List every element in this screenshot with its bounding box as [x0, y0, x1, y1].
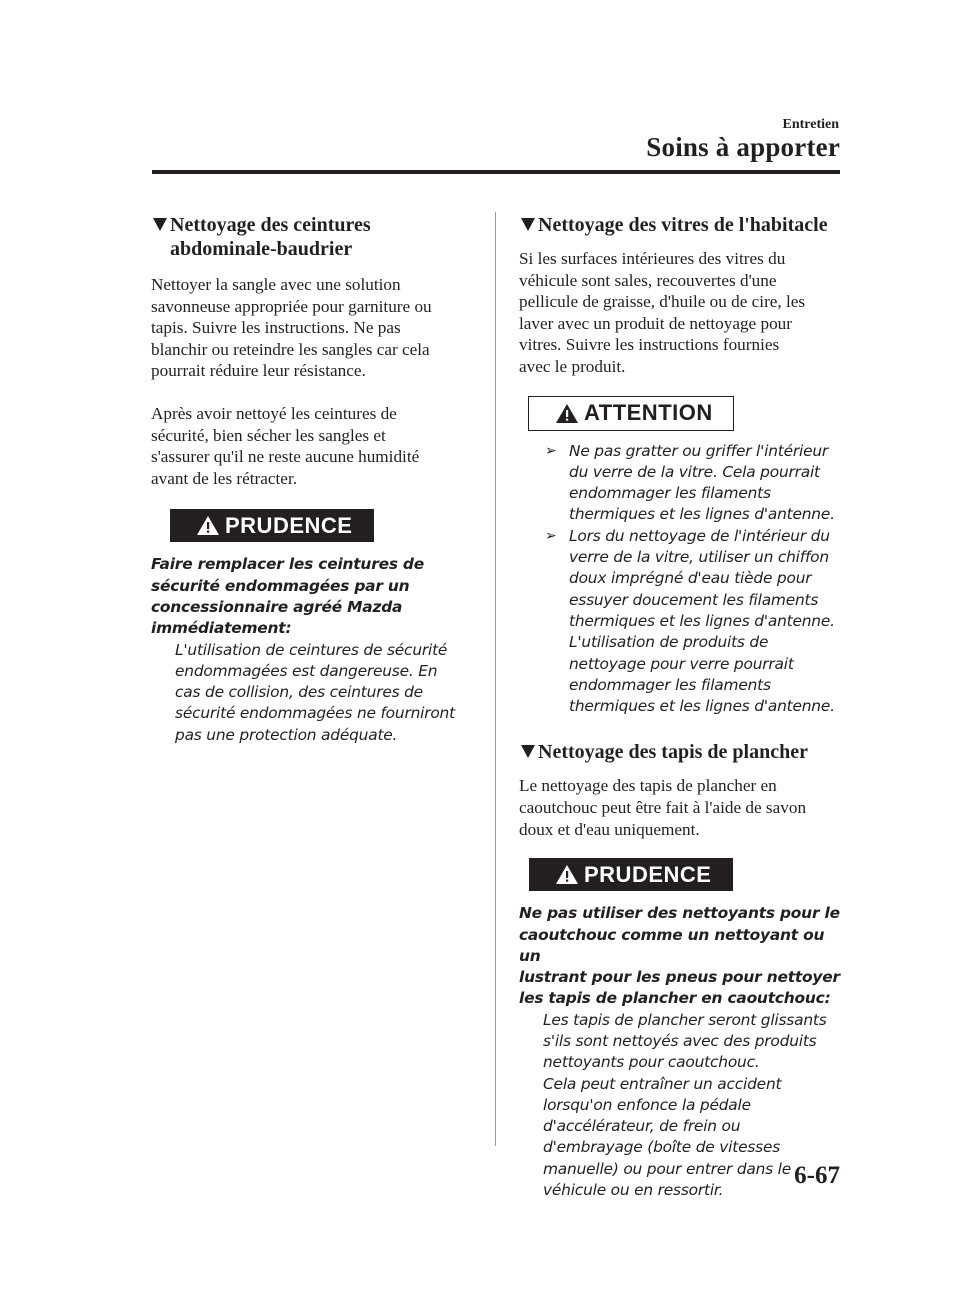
- prudence-warning-label: [529, 858, 733, 891]
- text-line: s'ils sont nettoyés avec des produits: [543, 1031, 817, 1050]
- text-line: avec le produit.: [519, 356, 626, 376]
- text-line: Ne pas gratter ou griffer l'intérieur: [569, 441, 829, 460]
- text-line: les tapis de plancher en caoutchouc:: [519, 989, 831, 1008]
- header-rule: [152, 170, 840, 174]
- page-number: 6-67: [794, 1162, 840, 1189]
- text-line: Les tapis de plancher seront glissants: [543, 1010, 827, 1029]
- text-line: tapis. Suivre les instructions. Ne pas: [151, 318, 401, 338]
- heading-text: Nettoyage des vitres de l'habitacle: [538, 214, 828, 236]
- text-line: s'assurer qu'il ne reste aucune humidité: [151, 447, 420, 467]
- paragraph: [151, 274, 469, 382]
- section-heading-belts: [151, 213, 469, 261]
- text-line: pourrait réduire leur résistance.: [151, 361, 366, 381]
- text-line: L'utilisation de ceintures de sécurité: [175, 640, 448, 659]
- text-line: avant de les rétracter.: [151, 468, 298, 488]
- text-line: Faire remplacer les ceintures de: [151, 555, 424, 574]
- heading-text: Nettoyage des tapis de plancher: [538, 741, 808, 764]
- text-line: caoutchouc comme un nettoyant ou un: [519, 925, 825, 965]
- text-line: cas de collision, des ceintures de: [175, 683, 423, 702]
- warning-label-text: PRUDENCE: [584, 861, 712, 887]
- list-item: [543, 526, 843, 718]
- text-line: pellicule de graisse, d'huile ou de cire, les: [519, 292, 806, 312]
- text-line: caoutchouc peut être fait à l'aide de savon: [519, 798, 807, 818]
- heading-line: Nettoyage des ceintures: [170, 214, 371, 236]
- text-line: d'embrayage (boîte de vitesses: [543, 1138, 781, 1157]
- paragraph: [519, 248, 843, 378]
- arrow-right-icon: ➢: [545, 527, 557, 544]
- text-line: endommager les filaments: [569, 675, 771, 694]
- text-line: sécurité, bien sécher les sangles et: [151, 425, 386, 445]
- right-column: [519, 213, 843, 1201]
- paragraph: [151, 403, 469, 489]
- text-line: savonneuse appropriée pour garniture ou: [151, 296, 432, 316]
- text-line: vitres. Suivre les instructions fournies: [519, 335, 780, 355]
- text-line: thermiques et les lignes d'antenne.: [569, 611, 835, 630]
- triangle-down-icon: [521, 745, 535, 758]
- text-line: véhicule ou en ressortir.: [543, 1181, 724, 1200]
- warning-bold-text: [519, 903, 843, 1009]
- paragraph: [519, 775, 843, 840]
- text-line: du verre de la vitre. Cela pourrait: [569, 462, 820, 481]
- text-line: manuelle) ou pour entrer dans le: [543, 1159, 792, 1178]
- arrow-right-icon: ➢: [545, 442, 557, 459]
- text-line: véhicule sont sales, recouvertes d'une: [519, 270, 777, 290]
- text-line: Lors du nettoyage de l'intérieur du: [569, 526, 830, 545]
- text-line: Si les surfaces intérieures des vitres du: [519, 249, 786, 268]
- text-line: endommager les filaments: [569, 484, 771, 503]
- text-line: Après avoir nettoyé les ceintures de: [151, 403, 397, 423]
- column-divider: [495, 212, 496, 1146]
- text-line: L'utilisation de produits de: [569, 633, 769, 652]
- text-line: Le nettoyage des tapis de plancher en: [519, 776, 777, 796]
- text-line: Nettoyer la sangle avec une solution: [151, 275, 401, 294]
- text-line: sécurité endommagées ne fourniront: [175, 704, 455, 723]
- triangle-down-icon: [521, 218, 535, 231]
- exclamation-triangle-icon: [197, 516, 219, 535]
- text-line: Ne pas utiliser des nettoyants pour le: [519, 904, 840, 923]
- section-heading-floor-mats: [519, 740, 843, 764]
- text-line: sécurité endommagées par un: [151, 576, 410, 595]
- text-line: laver avec un produit de nettoyage pour: [519, 313, 792, 333]
- text-line: essuyer doucement les filaments: [569, 590, 819, 609]
- triangle-down-icon: [153, 218, 167, 231]
- page-title: Soins à apporter: [646, 132, 840, 162]
- text-line: lustrant pour les pneus pour nettoyer: [519, 968, 840, 987]
- text-line: doux imprégné d'eau tiède pour: [569, 569, 812, 588]
- warning-text: [151, 640, 469, 746]
- text-line: concessionnaire agréé Mazda: [151, 597, 403, 616]
- text-line: nettoyage pour verre pourrait: [569, 654, 794, 673]
- left-column: [151, 213, 469, 746]
- warning-label-text: PRUDENCE: [225, 512, 353, 538]
- text-line: nettoyants pour caoutchouc.: [543, 1053, 760, 1072]
- text-line: thermiques et les lignes d'antenne.: [569, 697, 835, 716]
- attention-warning-label: [528, 396, 734, 431]
- exclamation-triangle-icon: [556, 404, 578, 423]
- heading-line: abdominale-baudrier: [170, 238, 353, 260]
- exclamation-triangle-icon: [556, 865, 578, 884]
- text-line: thermiques et les lignes d'antenne.: [569, 505, 835, 524]
- list-item: [543, 441, 843, 526]
- section-heading-windows: [519, 213, 843, 237]
- text-line: lorsqu'on enfonce la pédale: [543, 1095, 751, 1114]
- text-line: blanchir ou reteindre les sangles car cela: [151, 339, 430, 359]
- prudence-warning-label: [170, 509, 374, 542]
- warning-bold-text: [151, 554, 469, 639]
- warning-label-text: ATTENTION: [584, 400, 713, 426]
- text-line: Cela peut entraîner un accident: [543, 1074, 782, 1093]
- text-line: endommagées est dangereuse. En: [175, 661, 438, 680]
- text-line: pas une protection adéquate.: [175, 725, 398, 744]
- text-line: doux et d'eau uniquement.: [519, 819, 700, 839]
- text-line: d'accélérateur, de frein ou: [543, 1117, 741, 1136]
- header-section-name: Entretien: [782, 117, 839, 132]
- text-line: verre de la vitre, utiliser un chiffon: [569, 548, 829, 567]
- text-line: immédiatement:: [151, 619, 292, 638]
